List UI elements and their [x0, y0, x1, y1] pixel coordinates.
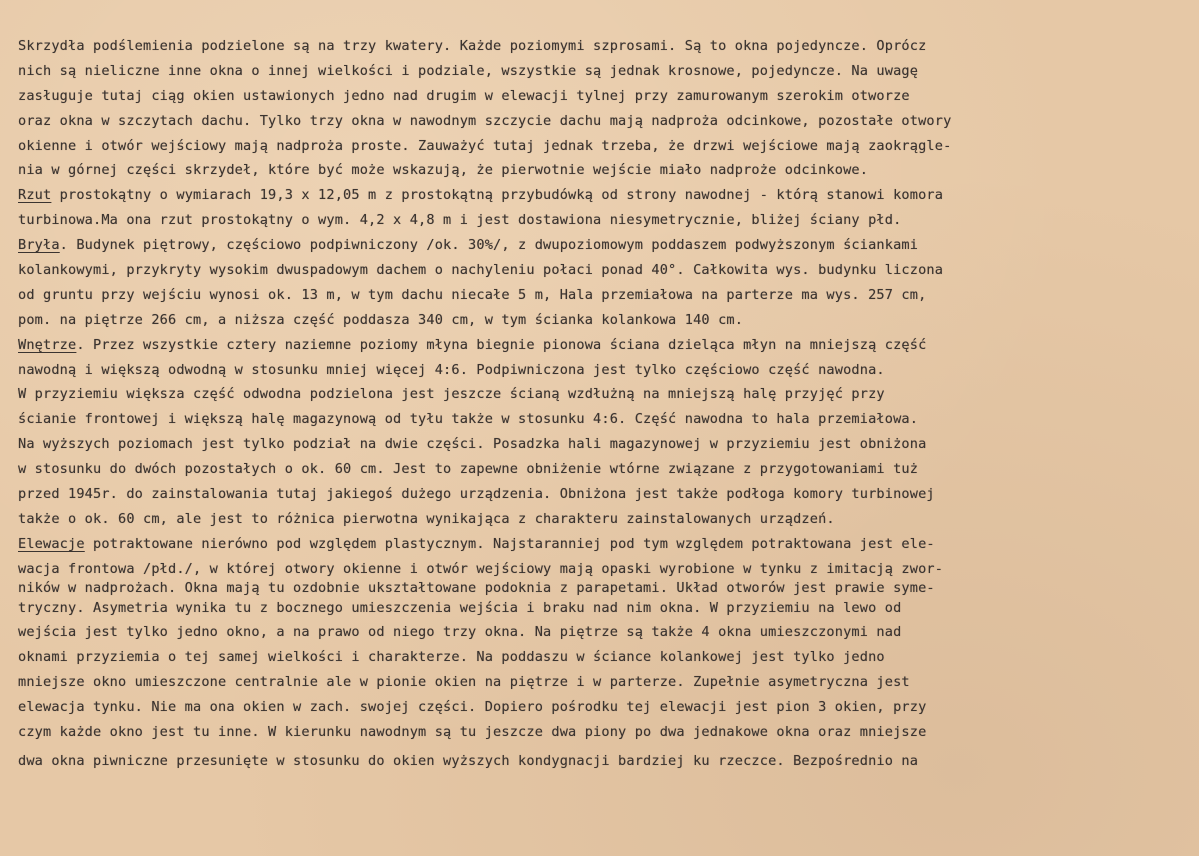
text-line: [18, 84, 1188, 109]
text-line: [18, 283, 1188, 308]
line-text: nia w górnej części skrzydeł, które być może wskazują, że pierwotnie wejście miało nadproże odcinkowe.: [18, 162, 869, 179]
line-text: prostokątny o wymiarach 19,3 x 12,05 m z prostokątną przybudówką od strony nawodnej - którą stanowi komora: [51, 187, 944, 204]
section-heading-elewacje: Elewacje: [18, 535, 85, 552]
line-text: potraktowane nierówno pod względem plastycznym. Najstaranniej pod tym względem potraktowana jest ele-: [84, 535, 935, 552]
text-line: [18, 432, 1188, 457]
text-line: [18, 670, 1188, 695]
text-line: [18, 358, 1188, 383]
line-text: także o ok. 60 cm, ale jest to różnica pierwotna wynikająca z charakteru zainstalowanych urządzeń.: [18, 510, 835, 527]
line-text: czym każde okno jest tu inne. W kierunku nawodnym są tu jeszcze dwa piony po dwa jednakowe okna oraz mniejsze: [18, 724, 927, 741]
text-line: [18, 580, 1188, 596]
line-text: kolankowymi, przykryty wysokim dwuspadowym dachem o nachyleniu połaci ponad 40°. Całkowita wys. budynku liczona: [18, 262, 944, 279]
text-line: [18, 407, 1188, 432]
text-line: [18, 695, 1188, 720]
line-text: ników w nadprożach. Okna mają tu ozdobnie ukształtowane podoknia z parapetami. Układ otworów jest prawie syme-: [18, 579, 935, 596]
line-text: . Przez wszystkie cztery naziemne poziomy młyna biegnie pionowa ściana dzieląca młyn na mniejszą część: [76, 336, 927, 353]
text-line: [18, 532, 1188, 557]
text-line: [18, 382, 1188, 407]
section-heading-bryla: Bryła: [18, 237, 60, 254]
section-heading-rzut: Rzut: [18, 187, 52, 204]
text-line: [18, 308, 1188, 333]
text-line: [18, 507, 1188, 532]
text-line: [18, 482, 1188, 507]
line-text: pom. na piętrze 266 cm, a niższa część poddasza 340 cm, w tym ścianka kolankowa 140 cm.: [18, 311, 744, 328]
line-text: turbinowa.Ma ona rzut prostokątny o wym. 4,2 x 4,8 m i jest dostawiona niesymetrycznie, bliżej ściany płd.: [18, 212, 902, 229]
text-line: [18, 620, 1188, 645]
line-text: nawodną i większą odwodną w stosunku mniej więcej 4:6. Podpiwniczona jest tylko częściowo część nawodna.: [18, 361, 885, 378]
line-text: okienne i otwór wejściowy mają nadproża proste. Zauważyć tutaj jednak trzeba, że drzwi wejściowe mają zaokrągle-: [18, 137, 952, 154]
text-line: [18, 134, 1188, 159]
text-line: [18, 59, 1188, 84]
line-text: Na wyższych poziomach jest tylko podział na dwie części. Posadzka hali magazynowej w przyziemiu jest obniżona: [18, 436, 927, 453]
document-body: [18, 34, 1188, 774]
text-line: [18, 720, 1188, 745]
line-text: zasługuje tutaj ciąg okien ustawionych jedno nad drugim w elewacji tylnej przy zamurowanym szerokim otworze: [18, 87, 910, 104]
text-line: [18, 557, 1188, 582]
line-text: . Budynek piętrowy, częściowo podpiwniczony /ok. 30%/, z dwupoziomowym poddaszem podwyższonym ściankami: [59, 237, 919, 254]
line-text: wejścia jest tylko jedno okno, a na prawo od niego trzy okna. Na piętrze są także 4 okna umieszczonymi nad: [18, 624, 902, 641]
line-text: wacja frontowa /płd./, w której otwory okienne i otwór wejściowy mają opaski wyrobione w tynku z imitacją zwor-: [18, 560, 944, 577]
line-text: oraz okna w szczytach dachu. Tylko trzy okna w nawodnym szczycie dachu mają nadproża odcinkowe, pozostałe otwory: [18, 112, 952, 129]
text-line: [18, 233, 1188, 258]
text-line: [18, 333, 1188, 358]
text-line: [18, 183, 1188, 208]
line-text: przed 1945r. do zainstalowania tutaj jakiegoś dużego urządzenia. Obniżona jest także podłoga komory turbinowej: [18, 486, 935, 503]
line-text: elewacja tynku. Nie ma ona okien w zach. swojej części. Dopiero pośrodku tej elewacji jest pion 3 okien, przy: [18, 699, 927, 716]
section-heading-wnetrze: Wnętrze: [18, 336, 77, 353]
line-text: od gruntu przy wejściu wynosi ok. 13 m, w tym dachu niecałe 5 m, Hala przemiałowa na parterze ma wys. 257 cm,: [18, 286, 927, 303]
text-line: [18, 208, 1188, 233]
line-text: tryczny. Asymetria wynika tu z bocznego umieszczenia wejścia i braku nad nim okna. W przyziemiu na lewo od: [18, 599, 902, 616]
text-line: [18, 457, 1188, 482]
text-line: [18, 749, 1188, 774]
text-line: [18, 645, 1188, 670]
line-text: dwa okna piwniczne przesunięte w stosunku do okien wyższych kondygnacji bardziej ku rzeczce. Bezpośrednio na: [18, 752, 919, 769]
line-text: oknami przyziemia o tej samej wielkości i charakterze. Na poddaszu w ściance kolankowej jest tylko jedno: [18, 649, 885, 666]
text-line: [18, 158, 1188, 183]
line-text: W przyziemiu większa część odwodna podzielona jest jeszcze ścianą wzdłużną na mniejszą halę przyjęć przy: [18, 386, 885, 403]
text-line: [18, 258, 1188, 283]
line-text: ścianie frontowej i większą halę magazynową od tyłu także w stosunku 4:6. Część nawodna to hala przemiałowa.: [18, 411, 919, 428]
line-text: w stosunku do dwóch pozostałych o ok. 60 cm. Jest to zapewne obniżenie wtórne związane z przygotowaniami tuż: [18, 461, 919, 478]
line-text: Skrzydła podślemienia podzielone są na trzy kwatery. Każde poziomymi szprosami. Są to okna pojedyncze. Oprócz: [18, 38, 927, 54]
line-text: nich są nieliczne inne okna o innej wielkości i podziale, wszystkie są jednak krosnowe, pojedyncze. Na uwagę: [18, 62, 919, 79]
text-line: [18, 596, 1188, 621]
text-line: [18, 109, 1188, 134]
line-text: mniejsze okno umieszczone centralnie ale w pionie okien na piętrze i w parterze. Zupełnie asymetryczna jest: [18, 674, 910, 691]
text-line: [18, 34, 1188, 59]
